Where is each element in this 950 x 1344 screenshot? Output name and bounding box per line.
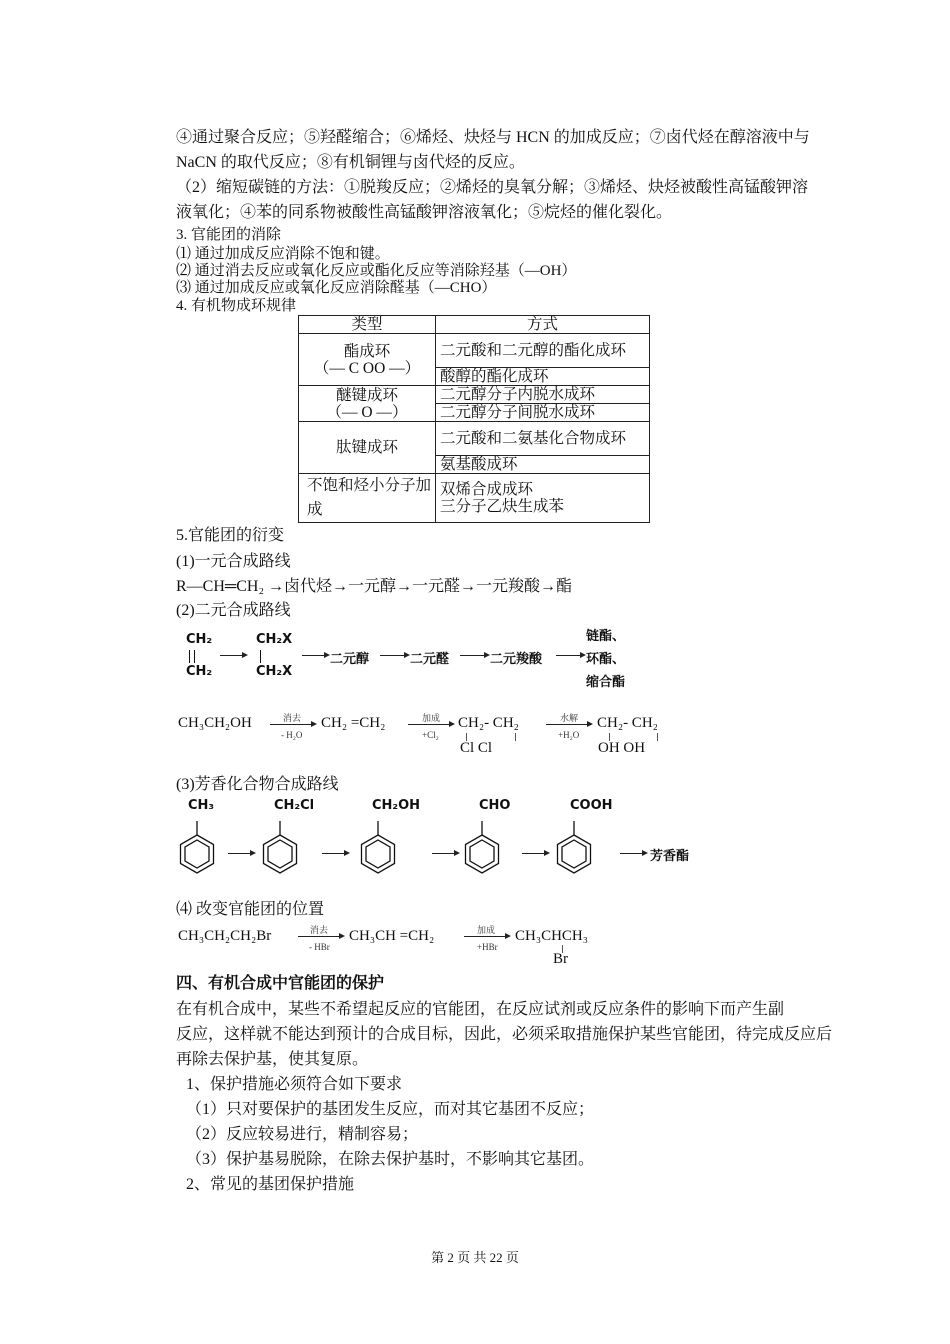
table-cell-method: 氨基酸成环 — [436, 456, 650, 474]
method-line: 双烯合成成环 — [440, 481, 534, 498]
route-title: ⑷ 改变官能团的位置 — [176, 901, 325, 918]
substituent-label: CH₂Cl — [274, 798, 315, 813]
table-cell-type — [299, 334, 436, 386]
list-heading: 2、常见的基团保护措施 — [186, 1176, 355, 1193]
arrow — [220, 655, 246, 656]
arrow — [620, 853, 646, 854]
arrow — [432, 853, 458, 854]
aromatic-route-diagram — [176, 796, 706, 886]
benzene-ring — [558, 821, 591, 873]
formula: CH₃CH =CH₂ — [349, 928, 435, 944]
table-cell-type: 肽键成环 — [299, 422, 436, 474]
benzene-ring — [181, 821, 214, 873]
table-row — [299, 474, 650, 523]
paragraph-line: NaCN 的取代反应；⑧有机铜锂与卤代烃的反应。 — [176, 154, 525, 171]
table-header: 类型 — [299, 316, 436, 334]
table-header-row — [299, 316, 650, 334]
table-cell-method: 二元醇分子间脱水成环 — [436, 404, 650, 422]
type-formula: （— O —） — [326, 403, 408, 421]
formula: CH₃CH₂OH — [178, 715, 252, 731]
type-label: 醚键成环 — [335, 386, 398, 404]
table-header: 方式 — [436, 316, 650, 334]
reaction-arrow — [546, 724, 591, 725]
paragraph-line: （2）缩短碳链的方法：①脱羧反应；②烯烃的臭氧分解；③烯烃、炔烃被酸性高锰酸钾溶 — [176, 179, 809, 196]
section-title: 四、有机合成中官能团的保护 — [176, 975, 385, 992]
list-item: （1）只对要保护的基团发生反应，而对其它基团不反应； — [186, 1101, 595, 1118]
page-footer: 第 2 页 共 22 页 — [431, 1250, 519, 1265]
ring-formation-table — [298, 315, 650, 523]
substituent-label: CH₃ — [188, 798, 215, 813]
ch2-top: CH₂ — [186, 632, 213, 647]
table-cell-method: 二元酸和二元醇的酯化成环 — [436, 334, 650, 368]
table-cell-type: 不饱和烃小分子加成 — [299, 474, 436, 523]
benzene-ring — [362, 821, 395, 873]
arrow — [322, 853, 348, 854]
table-row — [299, 334, 650, 368]
section-heading: 5.官能团的衍变 — [176, 527, 285, 544]
condition-top: 加成 — [422, 713, 441, 723]
single-bond — [260, 650, 261, 663]
list-item: ⑶ 通过加成反应或氧化反应消除醛基（—CHO） — [176, 280, 497, 296]
paragraph-line: 再除去保护基，使其复原。 — [176, 1051, 369, 1068]
condition-bottom: +H₂O — [558, 730, 580, 740]
type-label: 酯成环 — [343, 342, 391, 360]
reaction-arrow — [298, 936, 343, 937]
ch2-bottom: CH₂ — [186, 664, 213, 679]
double-bond — [189, 650, 195, 663]
formula: CH₃CHCH₃ — [515, 928, 588, 944]
paragraph-line: ④通过聚合反应；⑤羟醛缩合；⑥烯烃、炔烃与 HCN 的加成反应；⑦卤代烃在醇溶液中与 — [176, 129, 810, 146]
arrow — [522, 853, 548, 854]
benzene-rings — [176, 796, 706, 886]
ester-label: 环酯、 — [586, 652, 626, 667]
table-cell-method — [436, 474, 650, 523]
route-title: (1)一元合成路线 — [176, 553, 291, 570]
arrow — [556, 655, 584, 656]
reaction-arrow — [270, 724, 315, 725]
table-cell-method: 二元醇分子内脱水成环 — [436, 386, 650, 404]
list-item: （2）反应较易进行，精制容易； — [186, 1126, 419, 1143]
table-cell-method: 酸醇的酯化成环 — [436, 368, 650, 386]
ch2x-bottom: CH₂X — [256, 664, 293, 679]
bond — [657, 733, 658, 741]
condition-top: 水解 — [560, 713, 579, 723]
formula: CH₂ =CH₂ — [321, 715, 386, 731]
section-heading: 3. 官能团的消除 — [176, 227, 282, 243]
paragraph-line: 反应，这样就不能达到预计的合成目标，因此，必须采取措施保护某些官能团，待完成反应后 — [176, 1026, 833, 1043]
substituents: Cl Cl — [460, 740, 493, 756]
table-cell-method: 二元酸和二氨基化合物成环 — [436, 422, 650, 456]
table-cell-type — [299, 386, 436, 422]
section-heading: 4. 有机物成环规律 — [176, 298, 297, 314]
diacid-label: 二元羧酸 — [490, 652, 543, 667]
route-title: (3)芳香化合物合成路线 — [176, 776, 339, 793]
bond — [515, 733, 516, 741]
arrow — [302, 655, 328, 656]
condition-bottom: +Cl₂ — [422, 730, 439, 740]
route-chain: R—CH═CH₂ →卤代烃→一元醇→一元醛→一元羧酸→酯 — [176, 578, 573, 595]
condition-top: 消去 — [283, 713, 302, 723]
benzene-ring — [466, 821, 499, 873]
binary-route-diagram — [176, 622, 656, 692]
condition-top: 加成 — [477, 925, 496, 935]
substituent-label: CH₂OH — [372, 798, 421, 813]
arrow — [380, 655, 408, 656]
substituents: OH OH — [598, 740, 646, 756]
substituent-label: CHO — [479, 798, 511, 813]
formula: CH₂- CH₂ — [458, 715, 519, 731]
paragraph-line: 液氧化；④苯的同系物被酸性高锰酸钾溶液氧化；⑤烷烃的催化裂化。 — [176, 204, 673, 221]
ester-label: 链酯、 — [586, 629, 626, 644]
list-item: ⑴ 通过加成反应消除不饱和键。 — [176, 246, 390, 262]
dialcohol-label: 二元醇 — [330, 652, 370, 667]
table-row — [299, 422, 650, 456]
ch2x-top: CH₂X — [256, 632, 293, 647]
ester-label: 缩合酯 — [586, 675, 626, 690]
substituent-label: COOH — [570, 798, 613, 813]
dialdehyde-label: 二元醛 — [410, 652, 450, 667]
condition-bottom: - H₂O — [281, 730, 303, 740]
condition-top: 消去 — [310, 925, 329, 935]
arrow — [460, 655, 488, 656]
paragraph-line: 在有机合成中，某些不希望起反应的官能团，在反应试剂或反应条件的影响下而产生副 — [176, 1001, 785, 1018]
condition-bottom: - HBr — [309, 942, 330, 952]
list-item: ⑵ 通过消去反应或氧化反应或酯化反应等消除羟基（—OH） — [176, 263, 577, 279]
benzene-ring — [264, 821, 297, 873]
route-title: (2)二元合成路线 — [176, 602, 291, 619]
type-formula: （— C OO —） — [313, 359, 421, 377]
condition-bottom: +HBr — [477, 942, 498, 952]
arrow — [228, 853, 254, 854]
substituent: Br — [553, 951, 568, 967]
formula: CH₂- CH₂ — [597, 715, 658, 731]
aromatic-ester-label: 芳香酯 — [650, 849, 690, 864]
method-line: 三分子乙炔生成苯 — [440, 498, 565, 515]
reaction-arrow — [464, 936, 509, 937]
formula: CH₃CH₂CH₂Br — [178, 928, 272, 944]
list-item: （3）保护基易脱除，在除去保护基时，不影响其它基团。 — [186, 1151, 595, 1168]
table-row — [299, 386, 650, 404]
list-heading: 1、保护措施必须符合如下要求 — [186, 1076, 403, 1093]
reaction-arrow — [408, 724, 453, 725]
